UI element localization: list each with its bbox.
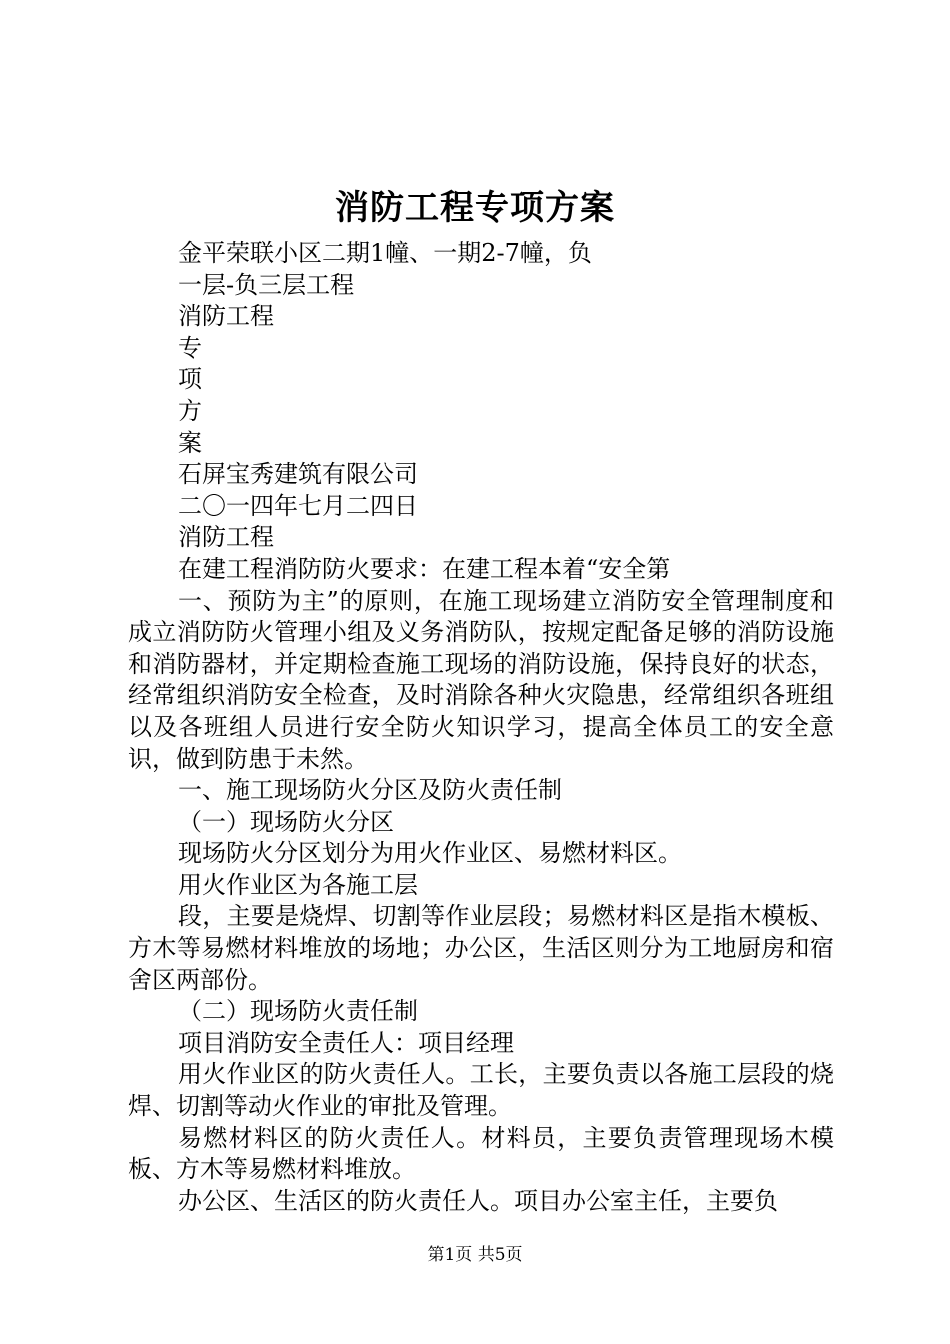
document-body bbox=[128, 238, 834, 1217]
paragraph: 用火作业区的防火责任人。工长，主要负责以各施工层段的烧焊、切割等动火作业的审批及管理。 bbox=[128, 1060, 834, 1121]
paragraph: 方 bbox=[178, 396, 202, 425]
paragraph: 办公区、生活区的防火责任人。项目办公室主任，主要负 bbox=[178, 1186, 778, 1215]
paragraph: 段，主要是烧焊、切割等作业层段；易燃材料区是指木模板、方木等易燃材料堆放的场地；办公区，生活区则分为工地厨房和宿舍区两部份。 bbox=[128, 902, 834, 994]
paragraph: 案 bbox=[178, 428, 202, 457]
paragraph: 二〇一四年七月二四日 bbox=[178, 491, 418, 520]
paragraph: 在建工程消防防火要求：在建工程本着“安全第 bbox=[178, 554, 671, 583]
paragraph: 专 bbox=[178, 333, 202, 362]
paragraph: 消防工程 bbox=[178, 302, 274, 331]
paragraph: 一层-负三层工程 bbox=[178, 270, 355, 299]
paragraph: 项 bbox=[178, 365, 202, 394]
paragraph: 一、预防为主”的原则，在施工现场建立消防安全管理制度和成立消防防火管理小组及义务消防队，按规定配备足够的消防设施和消防器材，并定期检查施工现场的消防设施，保持良好的状态，经常组织消防安全检查，及时消除各种火灾隐患，经常组织各班组以及各班组人员进行安全防火知识学习，提高全体员工的安全意识，做到防患于未然。 bbox=[128, 586, 834, 773]
paragraph: 石屏宝秀建筑有限公司 bbox=[178, 460, 418, 489]
document-title: 消防工程专项方案 bbox=[335, 188, 615, 228]
subsection-heading: （一）现场防火分区 bbox=[178, 807, 394, 836]
paragraph: 用火作业区为各施工层 bbox=[178, 870, 418, 899]
paragraph: 消防工程 bbox=[178, 523, 274, 552]
subsection-heading: （二）现场防火责任制 bbox=[178, 997, 418, 1026]
page-footer: 第1页 共5页 bbox=[427, 1245, 523, 1265]
section-heading: 一、施工现场防火分区及防火责任制 bbox=[178, 776, 562, 805]
paragraph: 项目消防安全责任人：项目经理 bbox=[178, 1028, 514, 1057]
paragraph: 易燃材料区的防火责任人。材料员，主要负责管理现场木模板、方木等易燃材料堆放。 bbox=[128, 1123, 834, 1184]
paragraph: 现场防火分区划分为用火作业区、易燃材料区。 bbox=[178, 839, 682, 868]
paragraph: 金平荣联小区二期1幢、一期2-7幢，负 bbox=[178, 239, 592, 267]
